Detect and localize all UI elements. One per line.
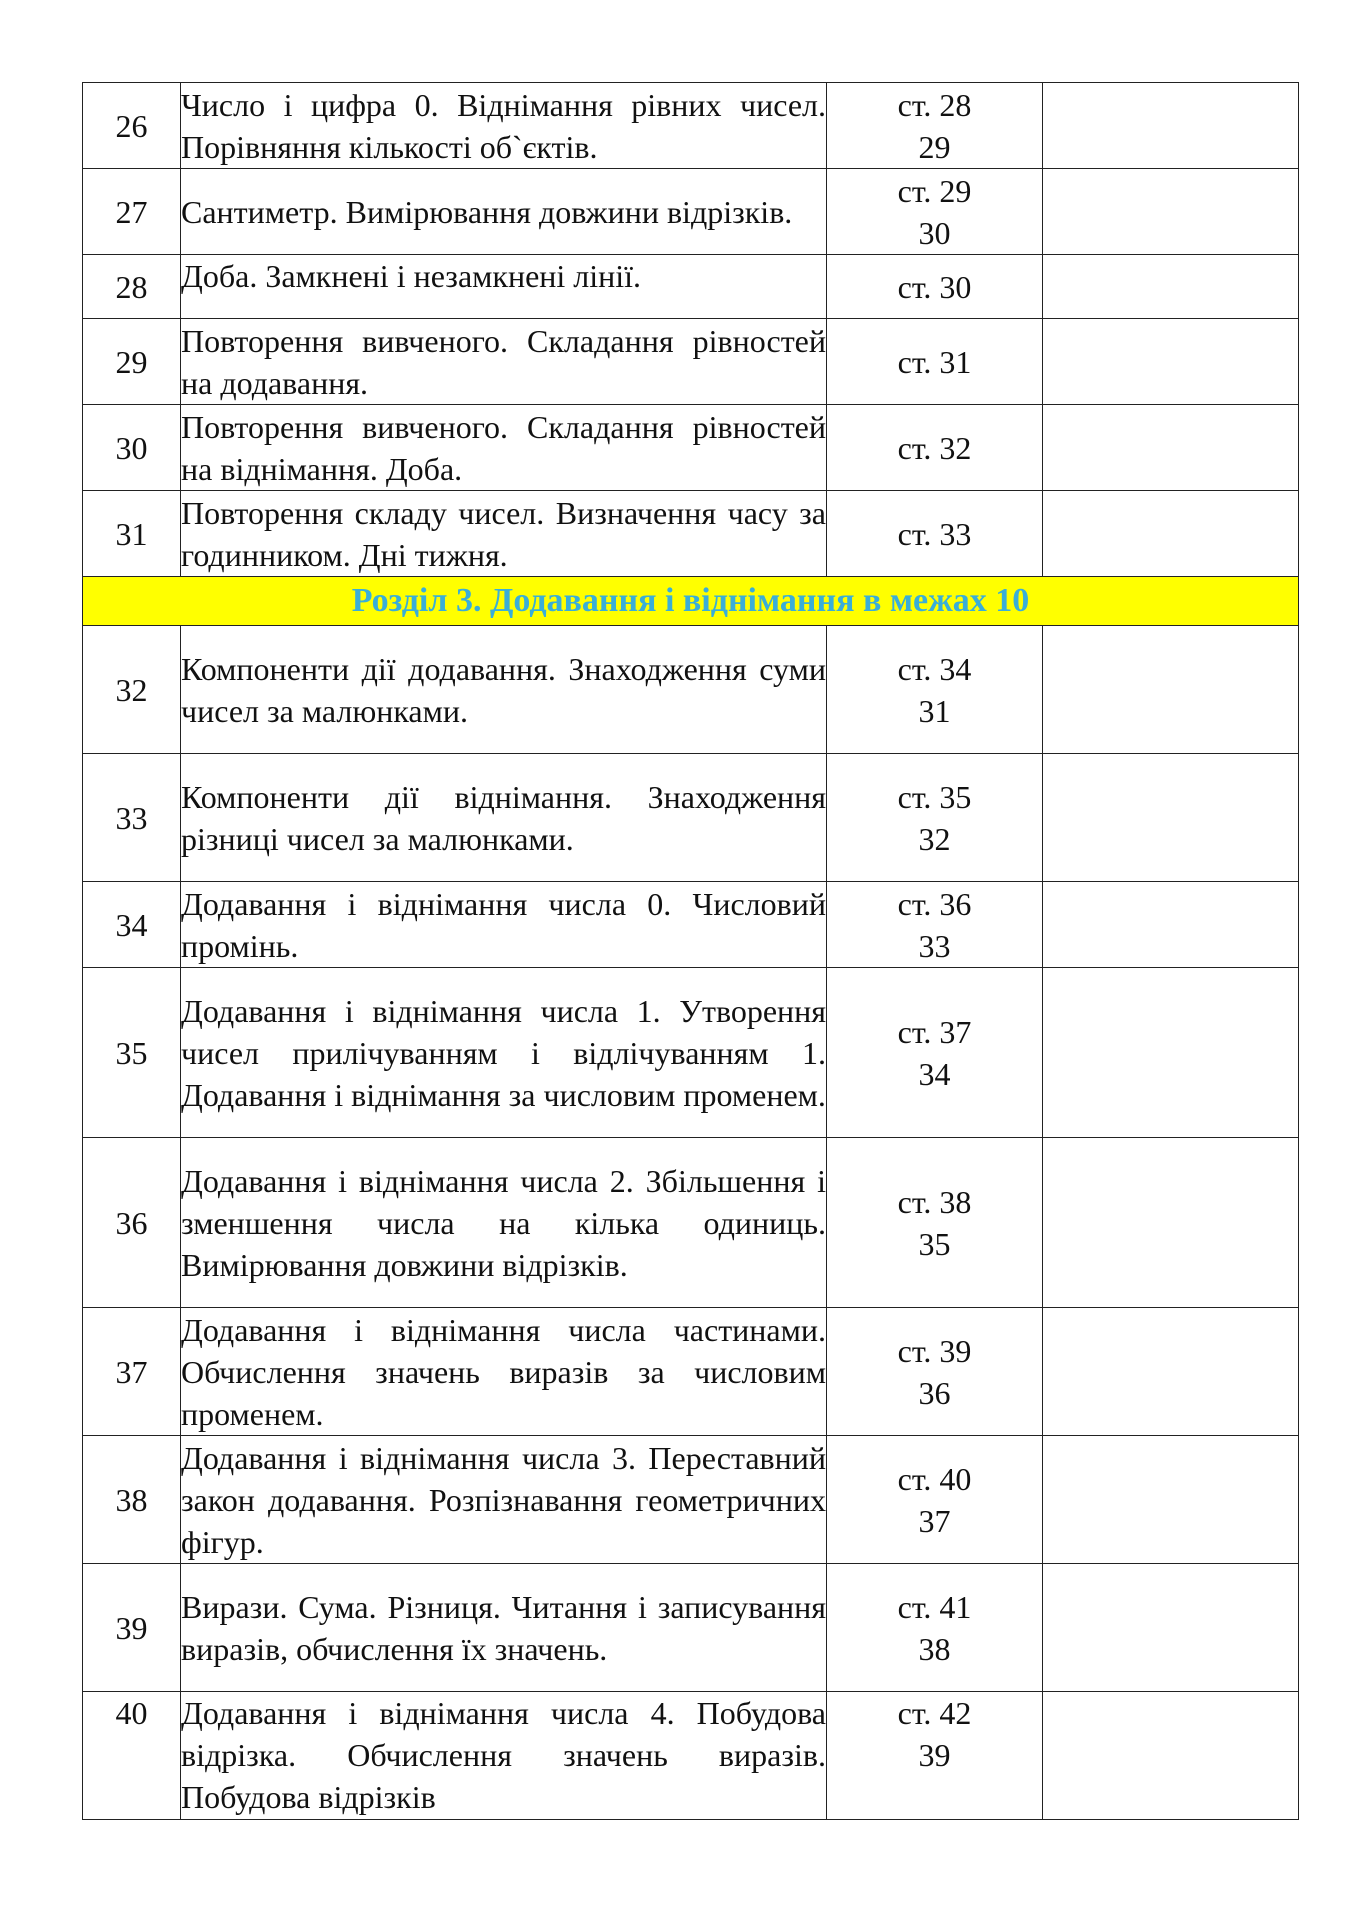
table-row: [83, 1692, 1299, 1820]
lesson-pages: ст. 35 32: [827, 754, 1043, 882]
lesson-topic: Повторення вивченого. Складання рівностей на віднімання. Доба.: [181, 405, 827, 491]
notes-cell: [1043, 405, 1299, 491]
lesson-pages: ст. 37 34: [827, 968, 1043, 1138]
lesson-topic: Вирази. Сума. Різниця. Читання і записування виразів, обчислення їх значень.: [181, 1564, 827, 1692]
notes-cell: [1043, 754, 1299, 882]
lesson-pages: ст. 39 36: [827, 1308, 1043, 1436]
lesson-topic: Повторення вивченого. Складання рівностей на додавання.: [181, 319, 827, 405]
table-row: [83, 319, 1299, 405]
lesson-number: 32: [83, 626, 181, 754]
lesson-topic: Компоненти дії додавання. Знаходження суми чисел за малюнками.: [181, 626, 827, 754]
table-row: [83, 255, 1299, 319]
lesson-number: 27: [83, 169, 181, 255]
lesson-topic: Повторення складу чисел. Визначення часу за годинником. Дні тижня.: [181, 491, 827, 577]
lesson-plan-body: [83, 83, 1299, 1820]
lesson-pages: ст. 31: [827, 319, 1043, 405]
lesson-number: 35: [83, 968, 181, 1138]
lesson-number: 26: [83, 83, 181, 169]
lesson-topic: Компоненти дії віднімання. Знаходження різниці чисел за малюнками.: [181, 754, 827, 882]
notes-cell: [1043, 169, 1299, 255]
table-row: [83, 754, 1299, 882]
table-row: [83, 1564, 1299, 1692]
lesson-pages: ст. 40 37: [827, 1436, 1043, 1564]
table-row: [83, 882, 1299, 968]
lesson-number: 28: [83, 255, 181, 319]
table-row: [83, 83, 1299, 169]
lesson-topic: Додавання і віднімання числа 3. Переставний закон додавання. Розпізнавання геометричних фігур.: [181, 1436, 827, 1564]
lesson-number: 33: [83, 754, 181, 882]
notes-cell: [1043, 882, 1299, 968]
lesson-number: 36: [83, 1138, 181, 1308]
table-row: [83, 1436, 1299, 1564]
lesson-pages: ст. 28 29: [827, 83, 1043, 169]
lesson-topic: Додавання і віднімання числа 4. Побудова відрізка. Обчислення значень виразів. Побудова відрізків: [181, 1692, 827, 1820]
notes-cell: [1043, 319, 1299, 405]
lesson-pages: ст. 29 30: [827, 169, 1043, 255]
table-row: [83, 1308, 1299, 1436]
lesson-pages: ст. 30: [827, 255, 1043, 319]
lesson-pages: ст. 42 39: [827, 1692, 1043, 1820]
lesson-number: 31: [83, 491, 181, 577]
notes-cell: [1043, 491, 1299, 577]
table-row: [83, 626, 1299, 754]
lesson-number: 39: [83, 1564, 181, 1692]
lesson-topic: Сантиметр. Вимірювання довжини відрізків.: [181, 169, 827, 255]
lesson-number: 34: [83, 882, 181, 968]
lesson-topic: Додавання і віднімання числа частинами. Обчислення значень виразів за числовим променем.: [181, 1308, 827, 1436]
section-header-row: [83, 577, 1299, 626]
section-title: Розділ 3. Додавання і віднімання в межах 10: [83, 577, 1299, 626]
lesson-number: 38: [83, 1436, 181, 1564]
lesson-number: 29: [83, 319, 181, 405]
notes-cell: [1043, 255, 1299, 319]
lesson-number: 30: [83, 405, 181, 491]
notes-cell: [1043, 1308, 1299, 1436]
table-row: [83, 968, 1299, 1138]
lesson-pages: ст. 36 33: [827, 882, 1043, 968]
lesson-number: 40: [83, 1692, 181, 1820]
lesson-topic: Додавання і віднімання числа 1. Утворення чисел прилічуванням і відлічуванням 1. Додавання і віднімання за числовим променем.: [181, 968, 827, 1138]
table-row: [83, 169, 1299, 255]
lesson-plan-table: [82, 82, 1299, 1820]
notes-cell: [1043, 1564, 1299, 1692]
lesson-pages: ст. 34 31: [827, 626, 1043, 754]
notes-cell: [1043, 1138, 1299, 1308]
lesson-topic: Доба. Замкнені і незамкнені лінії.: [181, 255, 827, 319]
notes-cell: [1043, 626, 1299, 754]
table-row: [83, 491, 1299, 577]
lesson-topic: Додавання і віднімання числа 2. Збільшення і зменшення числа на кілька одиниць. Вимірювання довжини відрізків.: [181, 1138, 827, 1308]
lesson-topic: Додавання і віднімання числа 0. Числовий промінь.: [181, 882, 827, 968]
notes-cell: [1043, 83, 1299, 169]
notes-cell: [1043, 1436, 1299, 1564]
lesson-pages: ст. 32: [827, 405, 1043, 491]
notes-cell: [1043, 968, 1299, 1138]
lesson-number: 37: [83, 1308, 181, 1436]
lesson-pages: ст. 33: [827, 491, 1043, 577]
lesson-pages: ст. 41 38: [827, 1564, 1043, 1692]
notes-cell: [1043, 1692, 1299, 1820]
lesson-pages: ст. 38 35: [827, 1138, 1043, 1308]
table-row: [83, 405, 1299, 491]
lesson-topic: Число і цифра 0. Віднімання рівних чисел. Порівняння кількості об`єктів.: [181, 83, 827, 169]
table-row: [83, 1138, 1299, 1308]
